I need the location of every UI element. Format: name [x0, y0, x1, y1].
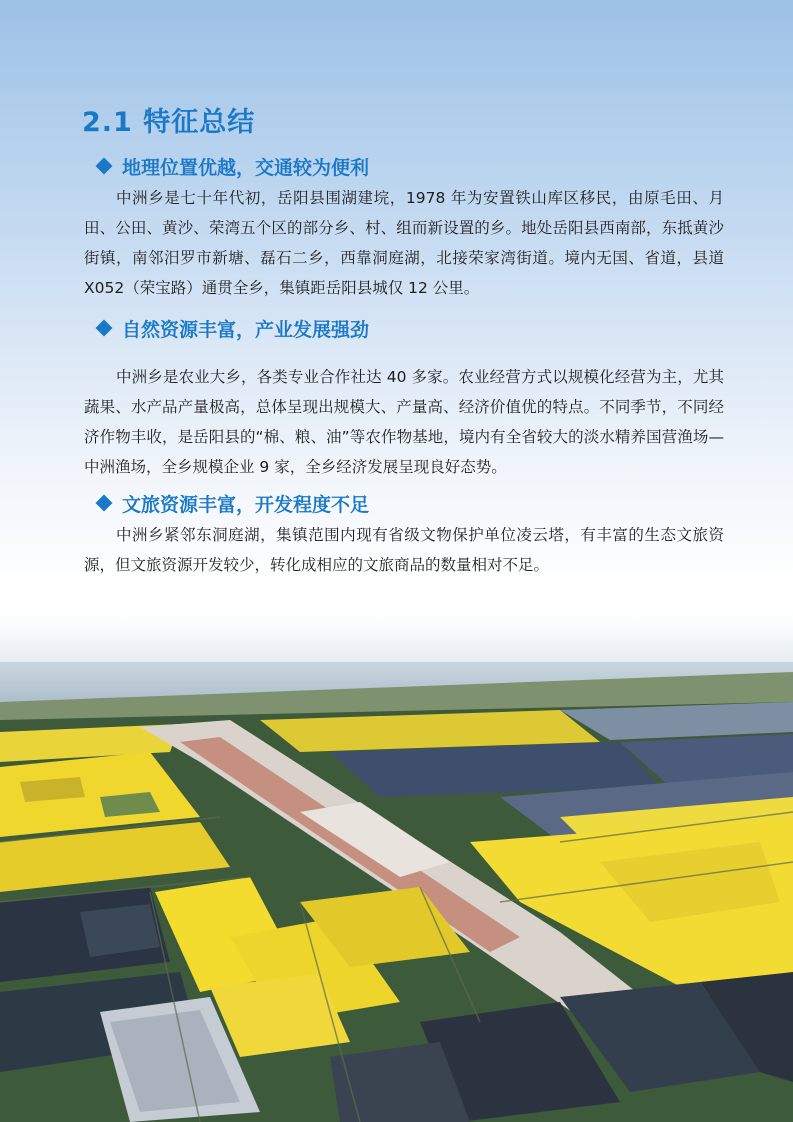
diamond-icon: [96, 158, 113, 175]
section-title: 2.1 特征总结: [82, 107, 256, 138]
feature-heading-resources: [96, 315, 369, 341]
feature-paragraph-tourism: 中洲乡紧邻东洞庭湖，集镇范围内现有省级文物保护单位凌云塔，有丰富的生态文旅资源，但文旅资源开发较少，转化成相应的文旅商品的数量相对不足。: [84, 526, 724, 574]
feature-heading-location: [96, 153, 369, 179]
aerial-photo: [0, 602, 793, 1122]
feature-heading-label: 文旅资源丰富，开发程度不足: [122, 493, 370, 516]
diamond-icon: [96, 320, 113, 337]
feature-heading-label: 自然资源丰富，产业发展强劲: [122, 318, 370, 341]
feature-paragraph-location: 中洲乡是七十年代初，岳阳县围湖建垸，1978 年为安置铁山库区移民，由原毛田、月田、公田、黄沙、荣湾五个区的部分乡、村、组而新设置的乡。地处岳阳县西南部，东抵黄沙街镇，南邻汨罗市新塘、磊石二乡，西靠洞庭湖，北接荣家湾街道。境内无国、省道，县道 X052（荣宝路）通贯全乡，集镇距岳阳县城仅 12 公里。: [84, 189, 724, 297]
diamond-icon: [96, 495, 113, 512]
feature-paragraph-resources: 中洲乡是农业大乡，各类专业合作社达 40 多家。农业经营方式以规模化经营为主，尤其蔬果、水产品产量极高，总体呈现出规模大、产量高、经济价值优的特点。不同季节，不同经济作物丰收，是岳阳县的“棉、粮、油”等农作物基地，境内有全省较大的淡水精养国营渔场—中洲渔场，全乡规模企业 9 家，全乡经济发展呈现良好态势。: [84, 368, 724, 476]
feature-heading-tourism: [96, 490, 369, 516]
feature-heading-label: 地理位置优越，交通较为便利: [122, 156, 370, 179]
